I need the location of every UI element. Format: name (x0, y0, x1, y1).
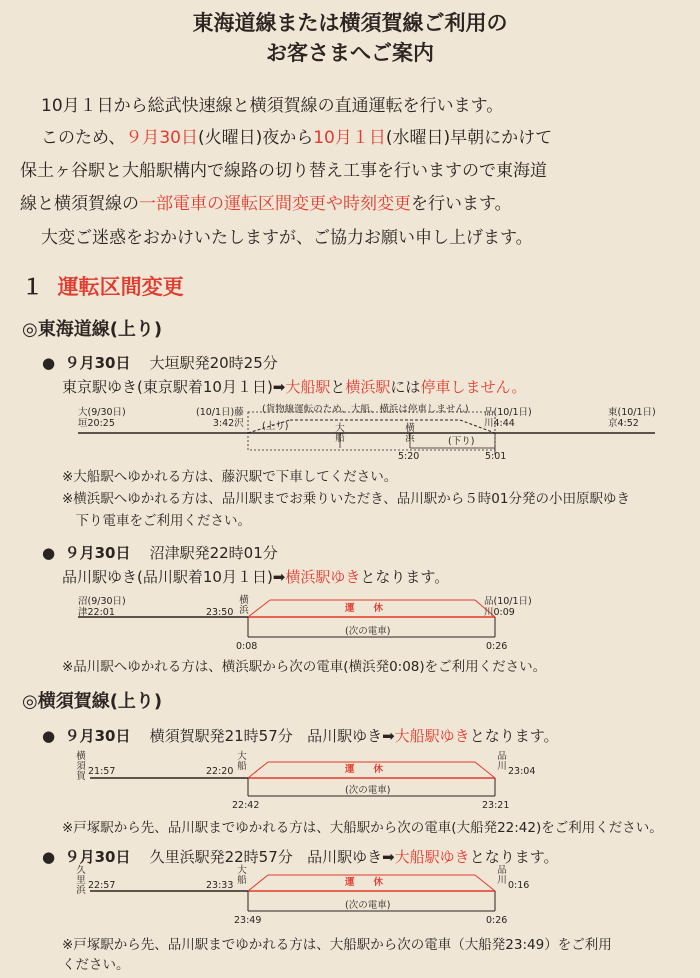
d1-tokyo (608, 407, 656, 429)
intro-highlight: 一部電車の運転区間変更や時刻変更 (139, 194, 411, 214)
station-name: 川 (484, 418, 494, 429)
cancelled-segment (475, 875, 495, 891)
d3-origin-name: 横須賀 (76, 751, 86, 782)
dest-text: となります。 (360, 568, 450, 586)
d1-ofuna: 大船 (335, 423, 345, 444)
d3-next-train: (次の電車) (345, 785, 391, 796)
train-date: ９月30日 (64, 354, 131, 372)
station-name: 沢 (234, 418, 244, 429)
intro-text: を行います。 (411, 194, 512, 214)
d4-suspended: 運 休 (345, 877, 384, 888)
d1-time-501: 5:01 (485, 451, 507, 462)
station-name: 品(10/1日) (484, 407, 532, 418)
intro-text: このため、 (41, 128, 126, 148)
note: ください。 (62, 957, 130, 973)
section-number: １ (22, 275, 43, 299)
d4-next-train: (次の電車) (345, 900, 391, 911)
d3-mid-name: 大船 (237, 751, 247, 772)
station-ofuna: 大船駅 (285, 378, 331, 396)
time: 22:01 (87, 607, 115, 618)
tokaido-heading: ◎東海道線(上り) (22, 319, 163, 340)
station-yokohama: 横浜駅 (345, 378, 391, 396)
d4-time-left: 23:49 (234, 915, 262, 926)
train-origin: 大垣駅発20時25分 (149, 354, 278, 372)
d3-suspended: 運 休 (345, 764, 384, 775)
station-name: 京 (608, 418, 618, 429)
d1-fujisawa (196, 407, 244, 429)
train-destination: 東京駅ゆき(東京駅着10月１日) (62, 378, 273, 396)
arrow-right-icon: ➡ (272, 568, 286, 586)
note: ※横浜駅へゆかれる方は、品川駅までお乗りいただき、品川駅から５時01分発の小田原駅ゆき (62, 491, 630, 507)
title-line-2: お客さまへご案内 (266, 41, 434, 65)
tokaido-train-1-line: ● ９月30日 大垣駅発20時25分 (42, 354, 278, 372)
train-origin: 沼津駅発22時01分 (149, 544, 278, 562)
d3-dest-time: 23:04 (508, 766, 536, 777)
station-name: (10/1日)藤 (196, 407, 244, 418)
dest-text: となります。 (469, 848, 559, 866)
train-destination: 品川駅ゆき (307, 848, 383, 866)
d1-origin (78, 407, 126, 429)
train-origin: 横須賀駅発21時57分 (149, 727, 293, 745)
d4-time-right: 0:26 (486, 915, 508, 926)
arrow-right-icon: ➡ (272, 378, 286, 396)
yokosuka-train-1-line: ● ９月30日 横須賀駅発21時57分 品川駅ゆき➡大船駅ゆきとなります。 (42, 727, 559, 745)
intro-line-3: 保土ヶ谷駅と大船駅構内で線路の切り替え工事を行いますので東海道 (20, 161, 547, 181)
train-date: ９月30日 (64, 544, 131, 562)
d1-shinagawa (484, 407, 532, 429)
d1-time-520: 5:20 (398, 451, 420, 462)
d2-suspended: 運 休 (345, 603, 384, 614)
note: 下り電車をご利用ください。 (62, 513, 251, 529)
station-name: 沼(9/30日) (78, 596, 126, 607)
train-destination: 品川駅ゆき (307, 727, 383, 745)
d3-time-left: 22:42 (232, 800, 260, 811)
new-destination: 大船駅ゆき (394, 727, 470, 745)
d4-mid-time: 23:33 (206, 880, 234, 891)
time: 4:44 (493, 418, 515, 429)
intro-text: 線と横須賀線の (20, 194, 139, 214)
intro-text: (火曜日)夜から (197, 128, 314, 148)
intro-line-5: 大変ご迷惑をおかけいたしますが、ご協力お願い申し上げます。 (41, 228, 533, 248)
d1-freight-note: (貨物線運転のため、大船、横浜は停車しません) (262, 404, 469, 415)
station-name: 垣 (78, 418, 88, 429)
d2-time-right: 0:26 (486, 641, 508, 652)
d2-time-left: 0:08 (236, 641, 258, 652)
intro-date-start: ９月30日 (125, 128, 198, 148)
dest-text: となります。 (469, 727, 559, 745)
yokosuka-train-2-line: ● ９月30日 久里浜駅発22時57分 品川駅ゆき➡大船駅ゆきとなります。 (42, 848, 559, 866)
station-name: 品(10/1日) (484, 596, 532, 607)
tokaido-train-2-line: ● ９月30日 沼津駅発22時01分 (42, 544, 278, 562)
time: 20:25 (87, 418, 115, 429)
train-date: ９月30日 (64, 848, 131, 866)
d3-origin-time: 21:57 (88, 766, 116, 777)
d2-origin (78, 596, 126, 618)
d4-origin-name: 久里浜 (76, 865, 86, 896)
d4-mid-name: 大船 (237, 865, 247, 886)
station-name: 津 (78, 607, 88, 618)
arrow-right-icon: ➡ (382, 727, 395, 745)
d2-mid-time: 23:50 (206, 607, 234, 618)
intro-text: (水曜日)早朝にかけて (385, 128, 553, 148)
new-destination: 横浜駅ゆき (285, 568, 361, 586)
d3-time-right: 23:21 (482, 800, 510, 811)
cancelled-segment (248, 875, 268, 891)
time: 0:09 (493, 607, 515, 618)
d4-dest-name: 品川 (497, 865, 507, 886)
cancelled-segment (475, 762, 495, 778)
d3-dest-name: 品川 (497, 751, 507, 772)
station-name: 東(10/1日) (608, 407, 656, 418)
arrow-right-icon: ➡ (382, 848, 395, 866)
intro-line-1: 10月１日から総武快速線と横須賀線の直通運転を行います。 (41, 96, 504, 116)
intro-date-end: 10月１日 (313, 128, 386, 148)
note: ※品川駅へゆかれる方は、横浜駅から次の電車(横浜発0:08)をご利用ください。 (62, 659, 547, 675)
d2-mid-name: 横浜 (239, 595, 249, 616)
title-line-1: 東海道線または横須賀線ご利用の (192, 11, 508, 35)
note: ※大船駅へゆかれる方は、藤沢駅で下車してください。 (62, 469, 398, 485)
train-date: ９月30日 (64, 727, 131, 745)
no-stop-text: 停車しません。 (420, 378, 527, 396)
d1-yokohama: 横浜 (405, 423, 415, 444)
yokosuka-heading: ◎横須賀線(上り) (22, 691, 163, 712)
time: 4:52 (617, 418, 639, 429)
new-destination: 大船駅ゆき (394, 848, 470, 866)
cancelled-segment (248, 762, 268, 778)
d4-dest-time: 0:16 (508, 880, 530, 891)
d2-next-train: (次の電車) (345, 626, 391, 637)
note: ※戸塚駅から先、品川駅までゆかれる方は、大船駅から次の電車(大船発22:42)をご利用ください。 (62, 820, 663, 836)
section-title: 運転区間変更 (57, 275, 184, 299)
d1-down-label: (下り) (448, 436, 475, 447)
dest-text: には (390, 378, 421, 396)
note: ※戸塚駅から先、品川駅までゆかれる方は、大船駅から次の電車（大船発23:49）をご利用 (62, 937, 612, 953)
tokaido-train-2-dest (62, 566, 449, 587)
cancelled-segment (248, 600, 270, 617)
dest-text: と (330, 378, 346, 396)
d1-up-label: (上り) (262, 421, 289, 432)
train-origin: 久里浜駅発22時57分 (149, 848, 293, 866)
d3-mid-time: 22:20 (206, 766, 234, 777)
station-name: 大(9/30日) (78, 407, 126, 418)
station-name: 川 (484, 607, 494, 618)
d4-origin-time: 22:57 (88, 880, 116, 891)
d2-dest (484, 596, 532, 618)
train-destination: 品川駅ゆき(品川駅着10月１日) (62, 568, 273, 586)
time: 3:42 (212, 418, 235, 429)
